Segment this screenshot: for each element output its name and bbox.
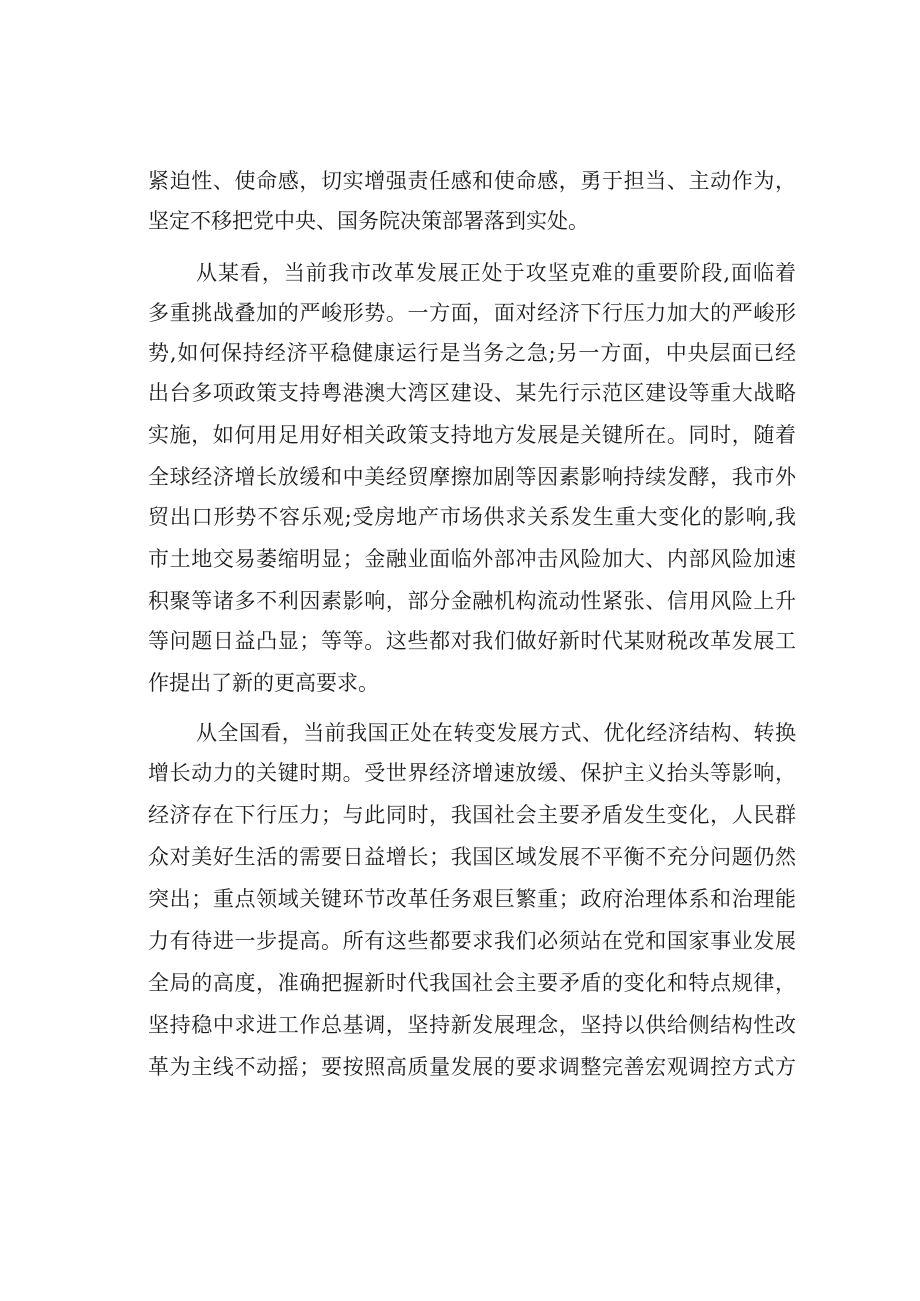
paragraph-first-line: 从某看，当前我市改革发展正处于攻坚克难的重要阶段,面临着: [196, 261, 796, 285]
text-line: 全局的高度，准确把握新时代我国社会主要矛盾的变化和特点规律，: [148, 971, 796, 995]
text-line: 全球经济增长放缓和中美经贸摩擦加剧等因素影响持续发酵，我市外: [148, 465, 796, 489]
text-line: 贸出口形势不容乐观;受房地产市场供求关系发生重大变化的影响,我: [148, 505, 796, 529]
text-line: 实施，如何用足用好相关政策支持地方发展是关键所在。同时，随着: [148, 423, 796, 447]
text-line: 坚持稳中求进工作总基调，坚持新发展理念，坚持以供给侧结构性改: [148, 1013, 796, 1037]
text-line: 坚定不移把党中央、国务院决策部署落到实处。: [148, 209, 589, 233]
paragraph-first-line: 从全国看，当前我国正处在转变发展方式、优化经济结构、转换: [196, 721, 796, 745]
text-line: 出台多项政策支持粤港澳大湾区建设、某先行示范区建设等重大战略: [148, 381, 796, 405]
text-line: 积聚等诸多不利因素影响，部分金融机构流动性紧张、信用风险上升: [148, 589, 796, 613]
text-line: 力有待进一步提高。所有这些都要求我们必须站在党和国家事业发展: [148, 929, 796, 953]
text-line: 众对美好生活的需要日益增长；我国区域发展不平衡不充分问题仍然: [148, 845, 796, 869]
text-line: 紧迫性、使命感，切实增强责任感和使命感，勇于担当、主动作为，: [148, 169, 796, 193]
text-line: 革为主线不动摇；要按照高质量发展的要求调整完善宏观调控方式方: [148, 1055, 796, 1079]
text-line: 等问题日益凸显；等等。这些都对我们做好新时代某财税改革发展工: [148, 629, 796, 653]
text-line: 作提出了新的更高要求。: [148, 671, 379, 695]
text-line: 突出；重点领域关键环节改革任务艰巨繁重；政府治理体系和治理能: [148, 887, 796, 911]
text-line: 多重挑战叠加的严峻形势。一方面，面对经济下行压力加大的严峻形: [148, 301, 796, 325]
text-line: 市土地交易萎缩明显；金融业面临外部冲击风险加大、内部风险加速: [148, 547, 796, 571]
text-line: 势,如何保持经济平稳健康运行是当务之急;另一方面，中央层面已经: [148, 341, 796, 365]
text-line: 增长动力的关键时期。受世界经济增速放缓、保护主义抬头等影响，: [148, 761, 796, 785]
text-line: 经济存在下行压力；与此同时，我国社会主要矛盾发生变化，人民群: [148, 803, 796, 827]
